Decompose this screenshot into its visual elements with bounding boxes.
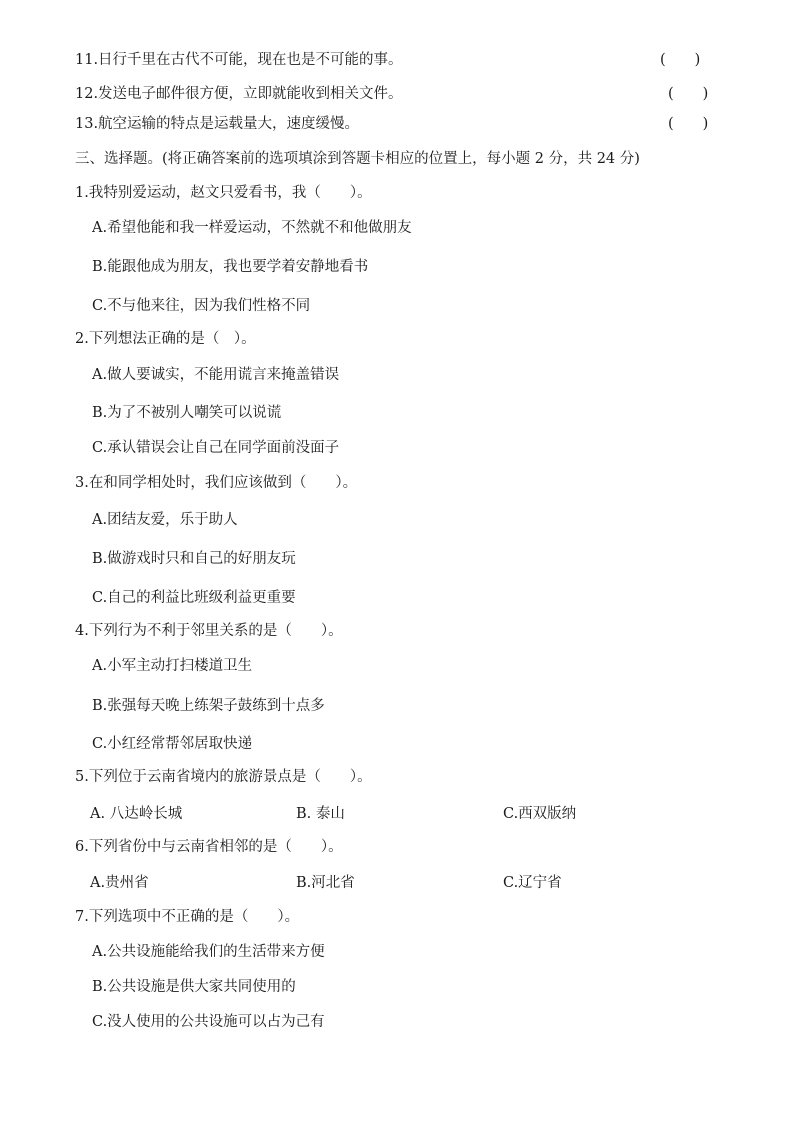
option-5a[interactable]: A. 八达岭长城 bbox=[90, 806, 183, 822]
option-3b[interactable]: B.做游戏时只和自己的好朋友玩 bbox=[92, 551, 296, 567]
option-1b[interactable]: B.能跟他成为朋友，我也要学着安静地看书 bbox=[92, 259, 369, 275]
answer-paren-11[interactable]: ( ) bbox=[660, 52, 701, 68]
option-1c[interactable]: C.不与他来往，因为我们性格不同 bbox=[92, 298, 311, 314]
question-stem-6: 6.下列省份中与云南省相邻的是（ ）。 bbox=[75, 839, 343, 855]
option-7a[interactable]: A.公共设施能给我们的生活带来方便 bbox=[92, 944, 325, 960]
option-5b[interactable]: B. 泰山 bbox=[296, 806, 345, 822]
question-stem-2: 2.下列想法正确的是（ ）。 bbox=[75, 331, 256, 347]
question-stem-1: 1.我特别爱运动，赵文只爱看书，我（ ）。 bbox=[75, 185, 372, 201]
judgement-item-13: 13.航空运输的特点是运载量大，速度缓慢。 bbox=[75, 116, 360, 132]
option-1a[interactable]: A.希望他能和我一样爱运动，不然就不和他做朋友 bbox=[92, 220, 412, 236]
section-heading: 三、选择题。(将正确答案前的选项填涂到答题卡相应的位置上，每小题 2 分，共 24 分) bbox=[75, 151, 640, 167]
option-6a[interactable]: A.贵州省 bbox=[90, 875, 149, 891]
question-stem-7: 7.下列选项中不正确的是（ ）。 bbox=[75, 909, 300, 925]
option-5c[interactable]: C.西双版纳 bbox=[503, 806, 577, 822]
option-2a[interactable]: A.做人要诚实，不能用谎言来掩盖错误 bbox=[92, 367, 340, 383]
option-7c[interactable]: C.没人使用的公共设施可以占为己有 bbox=[92, 1014, 325, 1030]
option-4a[interactable]: A.小军主动打扫楼道卫生 bbox=[92, 658, 253, 674]
option-2b[interactable]: B.为了不被别人嘲笑可以说谎 bbox=[92, 405, 282, 421]
option-4c[interactable]: C.小红经常帮邻居取快递 bbox=[92, 736, 253, 752]
option-3c[interactable]: C.自己的利益比班级利益更重要 bbox=[92, 590, 296, 606]
option-2c[interactable]: C.承认错误会让自己在同学面前没面子 bbox=[92, 440, 340, 456]
question-stem-4: 4.下列行为不利于邻里关系的是（ ）。 bbox=[75, 623, 343, 639]
option-6c[interactable]: C.辽宁省 bbox=[503, 875, 562, 891]
option-3a[interactable]: A.团结友爱，乐于助人 bbox=[92, 512, 238, 528]
question-stem-5: 5.下列位于云南省境内的旅游景点是（ ）。 bbox=[75, 769, 372, 785]
option-7b[interactable]: B.公共设施是供大家共同使用的 bbox=[92, 979, 296, 995]
option-4b[interactable]: B.张强每天晚上练架子鼓练到十点多 bbox=[92, 698, 325, 714]
answer-paren-12[interactable]: ( ) bbox=[668, 86, 709, 102]
answer-paren-13[interactable]: ( ) bbox=[668, 116, 709, 132]
option-6b[interactable]: B.河北省 bbox=[296, 875, 355, 891]
judgement-item-11: 11.日行千里在古代不可能，现在也是不可能的事。 bbox=[75, 52, 403, 68]
question-stem-3: 3.在和同学相处时，我们应该做到（ ）。 bbox=[75, 475, 358, 491]
judgement-item-12: 12.发送电子邮件很方便，立即就能收到相关文件。 bbox=[75, 86, 403, 102]
